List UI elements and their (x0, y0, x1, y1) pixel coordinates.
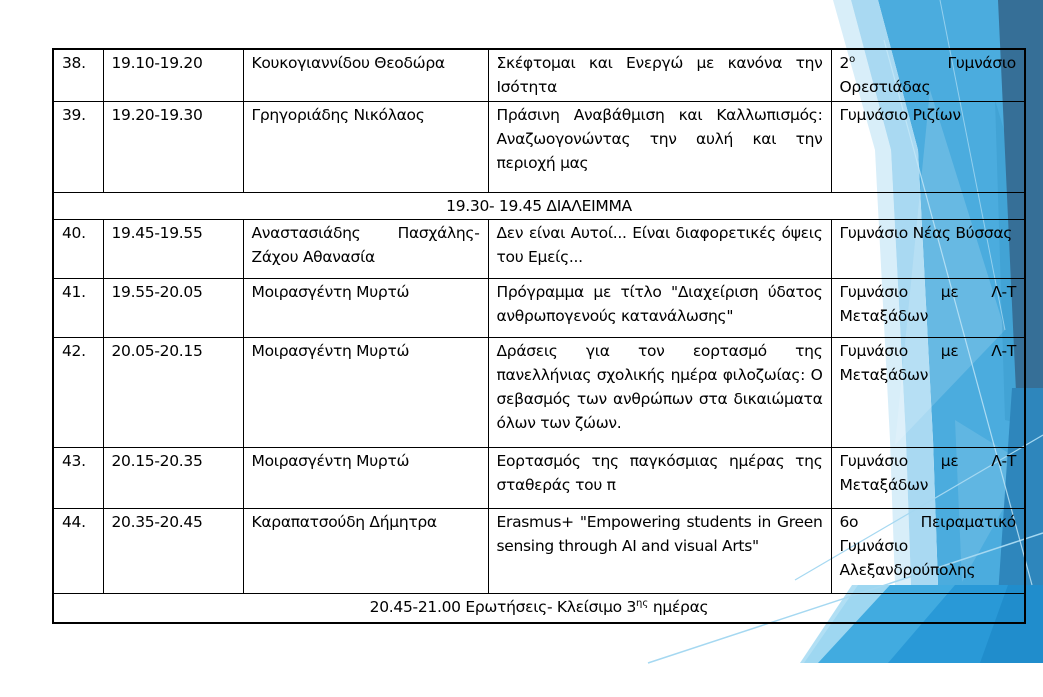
schedule-table-body (53, 49, 1025, 623)
table-row (53, 337, 1025, 447)
row-number-cell: 44. (53, 508, 103, 593)
table-row (53, 192, 1025, 219)
time-cell: 19.55-20.05 (103, 278, 243, 337)
title-cell: Εορτασμός της παγκόσμιας ημέρας της σταθεράς του π (488, 447, 831, 508)
presenter-cell: Αναστασιάδης Πασχάλης-Ζάχου Αθανασία (243, 219, 488, 278)
row-number-cell: 38. (53, 49, 103, 101)
span-row-text: 19.30- 19.45 ΔΙΑΛΕΙΜΜΑ (446, 196, 632, 215)
break-row-cell (53, 192, 1025, 219)
row-number-cell: 43. (53, 447, 103, 508)
presenter-cell: Καραπατσούδη Δήμητρα (243, 508, 488, 593)
row-number-cell: 40. (53, 219, 103, 278)
presenter-cell: Μοιρασγέντη Μυρτώ (243, 447, 488, 508)
row-number-cell: 39. (53, 101, 103, 192)
span-row-text: ημέρας (648, 597, 709, 616)
span-row-text: 20.45-21.00 Ερωτήσεις- Κλείσιμο 3 (369, 597, 637, 616)
title-cell: Erasmus+ "Empowering students in Green sensing through AI and visual Arts" (488, 508, 831, 593)
time-cell: 19.20-19.30 (103, 101, 243, 192)
title-cell: Πράσινη Αναβάθμιση και Καλλωπισμός: Αναζωογονώντας την αυλή και την περιοχή μας (488, 101, 831, 192)
schedule-table (52, 48, 1026, 624)
title-cell: Δεν είναι Αυτοί... Είναι διαφορετικές όψεις του Εμείς... (488, 219, 831, 278)
school-cell: Γυμνάσιο με Λ-Τ Μεταξάδων (831, 447, 1025, 508)
school-superscript: ο (849, 53, 856, 65)
table-row (53, 447, 1025, 508)
presenter-cell: Μοιρασγέντη Μυρτώ (243, 278, 488, 337)
school-cell (831, 49, 1025, 101)
title-cell: Πρόγραμμα με τίτλο "Διαχείριση ύδατος ανθρωπογενούς κατανάλωσης" (488, 278, 831, 337)
presenter-cell: Μοιρασγέντη Μυρτώ (243, 337, 488, 447)
time-cell: 20.15-20.35 (103, 447, 243, 508)
table-row (53, 101, 1025, 192)
table-row (53, 593, 1025, 623)
row-number-cell: 41. (53, 278, 103, 337)
row-number-cell: 42. (53, 337, 103, 447)
time-cell: 20.05-20.15 (103, 337, 243, 447)
table-row (53, 219, 1025, 278)
table-row (53, 278, 1025, 337)
time-cell: 19.10-19.20 (103, 49, 243, 101)
title-cell: Δράσεις για τον εορτασμό της πανελλήνιας σχολικής ημέρα φιλοζωίας: Ο σεβασμός των ανθρώπων στα δικαιώματα όλων των ζώων. (488, 337, 831, 447)
school-cell: Γυμνάσιο Νέας Βύσσας (831, 219, 1025, 278)
school-text: 2 (839, 54, 850, 72)
school-cell: Γυμνάσιο με Λ-Τ Μεταξάδων (831, 278, 1025, 337)
presenter-cell: Γρηγοριάδης Νικόλαος (243, 101, 488, 192)
table-row (53, 508, 1025, 593)
school-cell: Γυμνάσιο Ριζίων (831, 101, 1025, 192)
school-text: Γυμνάσιο Ορεστιάδας (839, 54, 1016, 96)
school-cell: 6ο Πειραματικό Γυμνάσιο Αλεξανδρούπολης (831, 508, 1025, 593)
time-cell: 20.35-20.45 (103, 508, 243, 593)
closing-row-cell (53, 593, 1025, 623)
time-cell: 19.45-19.55 (103, 219, 243, 278)
school-cell: Γυμνάσιο με Λ-Τ Μεταξάδων (831, 337, 1025, 447)
table-row (53, 49, 1025, 101)
title-cell: Σκέφτομαι και Ενεργώ με κανόνα την Ισότητα (488, 49, 831, 101)
span-row-superscript: ης (636, 597, 649, 609)
presenter-cell: Κουκογιαννίδου Θεοδώρα (243, 49, 488, 101)
